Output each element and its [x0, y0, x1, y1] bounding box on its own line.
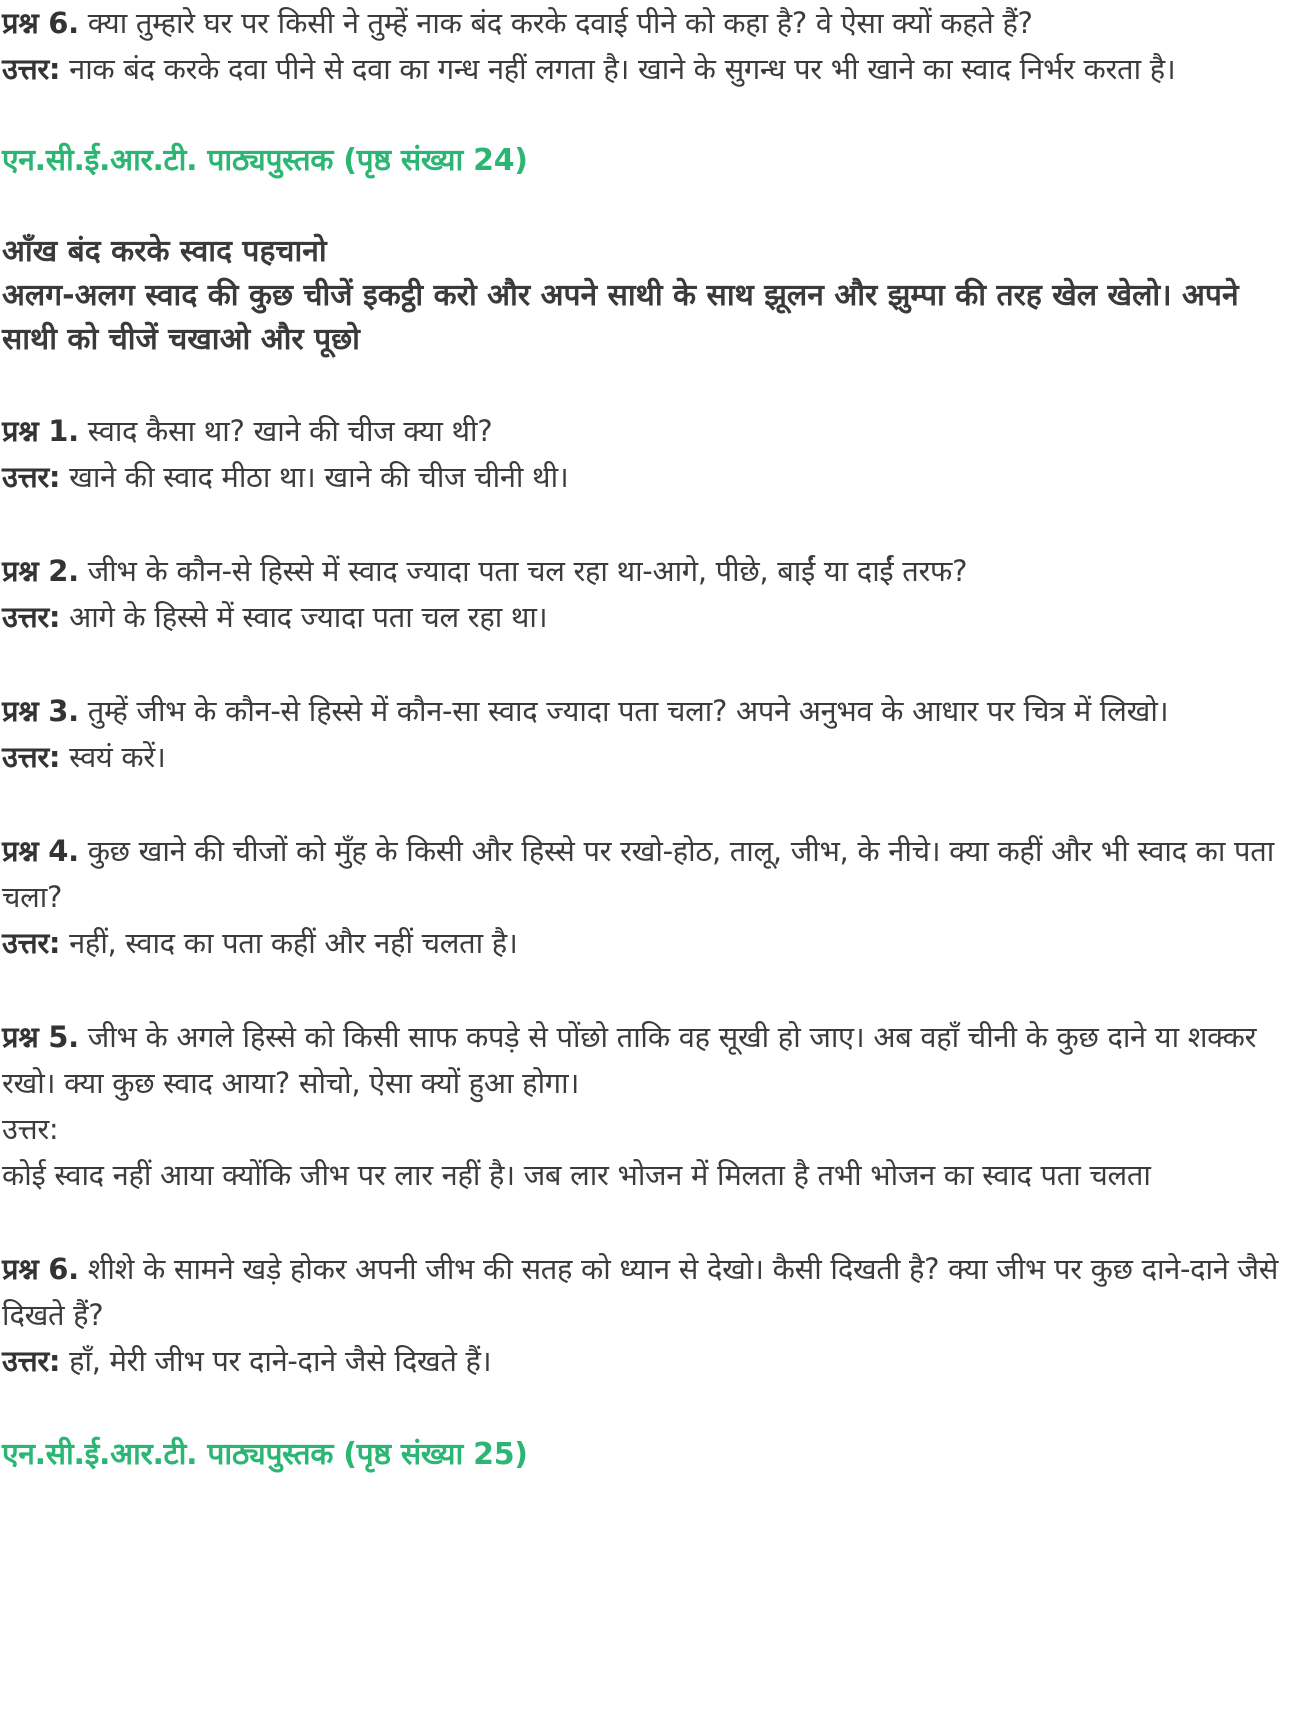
- question-text: तुम्हें जीभ के कौन-से हिस्से में कौन-सा स्वाद ज्यादा पता चला? अपने अनुभव के आधार पर चित्र में लिखो।: [78, 694, 1169, 728]
- activity-title: आँख बंद करके स्वाद पहचानो: [2, 234, 327, 269]
- answer-text: आगे के हिस्से में स्वाद ज्यादा पता चल रहा था।: [60, 600, 548, 634]
- answer-5-label: उत्तर:: [2, 1112, 59, 1146]
- answer-text: नहीं, स्वाद का पता कहीं और नहीं चलता है।: [60, 926, 518, 960]
- question-text: शीशे के सामने खड़े होकर अपनी जीभ की सतह को ध्यान से देखो। कैसी दिखती है? क्या जीभ पर कुछ दाने-दाने जैसे दिखते हैं?: [2, 1252, 1279, 1332]
- answer-text: स्वयं करें।: [60, 740, 166, 774]
- question-intro: [2, 0, 1292, 46]
- question-label: प्रश्न 5.: [2, 1020, 79, 1054]
- answer-5: कोई स्वाद नहीं आया क्योंकि जीभ पर लार नहीं है। जब लार भोजन में मिलता है तभी भोजन का स्वाद पता चलता: [2, 1158, 1151, 1192]
- answer-1: [2, 454, 1292, 500]
- answer-label: उत्तर:: [2, 926, 61, 960]
- answer-intro: [2, 46, 1292, 92]
- section-heading-page-24: एन.सी.ई.आर.टी. पाठ्यपुस्तक (पृष्ठ संख्या 24): [2, 143, 528, 178]
- question-text: क्या तुम्हारे घर पर किसी ने तुम्हें नाक बंद करके दवाई पीने को कहा है? वे ऐसा क्यों कहते हैं?: [78, 6, 1033, 40]
- question-3: [2, 688, 1292, 734]
- question-text: जीभ के अगले हिस्से को किसी साफ कपड़े से पोंछो ताकि वह सूखी हो जाए। अब वहाँ चीनी के कुछ दाने या शक्कर रखो। क्या कुछ स्वाद आया? सोचो, ऐसा क्यों हुआ होगा।: [2, 1020, 1257, 1100]
- answer-label: उत्तर:: [2, 600, 61, 634]
- section-heading-page-25: एन.सी.ई.आर.टी. पाठ्यपुस्तक (पृष्ठ संख्या 25): [2, 1437, 528, 1472]
- answer-2: [2, 594, 1292, 640]
- answer-4: [2, 920, 1292, 966]
- answer-label: उत्तर:: [2, 740, 61, 774]
- question-6: [2, 1246, 1292, 1338]
- answer-label: उत्तर:: [2, 52, 61, 86]
- activity-instruction: अलग-अलग स्वाद की कुछ चीजें इकट्ठी करो और अपने साथी के साथ झूलन और झुम्पा की तरह खेल खेलो। अपने साथी को चीजें चखाओ और पूछो: [2, 278, 1239, 357]
- question-text: जीभ के कौन-से हिस्से में स्वाद ज्यादा पता चल रहा था-आगे, पीछे, बाईं या दाईं तरफ?: [78, 554, 968, 588]
- answer-text: नाक बंद करके दवा पीने से दवा का गन्ध नहीं लगता है। खाने के सुगन्ध पर भी खाने का स्वाद निर्भर करता है।: [60, 52, 1176, 86]
- question-text: स्वाद कैसा था? खाने की चीज क्या थी?: [78, 414, 493, 448]
- question-4: [2, 828, 1292, 920]
- question-label: प्रश्न 6.: [2, 6, 79, 40]
- question-label: प्रश्न 3.: [2, 694, 79, 728]
- question-2: [2, 548, 1292, 594]
- answer-text: खाने की स्वाद मीठा था। खाने की चीज चीनी थी।: [60, 460, 569, 494]
- answer-6: [2, 1338, 1292, 1384]
- question-text: कुछ खाने की चीजों को मुँह के किसी और हिस्से पर रखो-होठ, तालू, जीभ, के नीचे। क्या कहीं और भी स्वाद का पता चला?: [2, 834, 1274, 914]
- question-5: [2, 1014, 1292, 1106]
- question-label: प्रश्न 1.: [2, 414, 79, 448]
- answer-label: उत्तर:: [2, 1344, 61, 1378]
- question-label: प्रश्न 4.: [2, 834, 79, 868]
- question-label: प्रश्न 2.: [2, 554, 79, 588]
- answer-text: हाँ, मेरी जीभ पर दाने-दाने जैसे दिखते हैं।: [60, 1344, 492, 1378]
- question-1: [2, 408, 1292, 454]
- answer-3: [2, 734, 1292, 780]
- question-label: प्रश्न 6.: [2, 1252, 79, 1286]
- answer-label: उत्तर:: [2, 460, 61, 494]
